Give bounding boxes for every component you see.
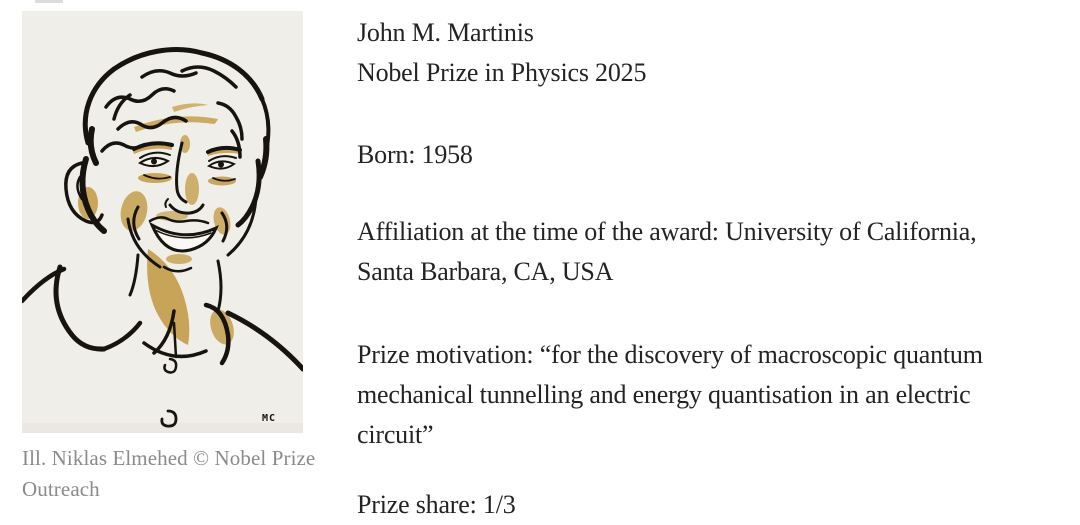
portrait-illustration — [22, 11, 303, 433]
laureate-name: John M. Martinis — [357, 18, 534, 47]
laureate-facts — [357, 0, 1037, 519]
laureate-prize: Nobel Prize in Physics 2025 — [357, 58, 647, 87]
affiliation-line: Affiliation at the time of the award: University of California, Santa Barbara, CA, USA — [357, 217, 977, 286]
prize-share-line-clipped: Prize share: 1/3 — [357, 490, 516, 519]
portrait-card — [22, 11, 303, 433]
prize-motivation-line: Prize motivation: “for the discovery of macroscopic quantum mechanical tunnelling and energy quantisation in an electric circuit” — [357, 340, 983, 449]
born-line: Born: 1958 — [357, 140, 473, 169]
top-edge-fragment — [35, 0, 63, 3]
name-and-prize-block — [357, 13, 1037, 93]
portrait-caption: Ill. Niklas Elmehed © Nobel Prize Outreach — [22, 446, 316, 501]
signature-mark: MC — [262, 413, 277, 424]
